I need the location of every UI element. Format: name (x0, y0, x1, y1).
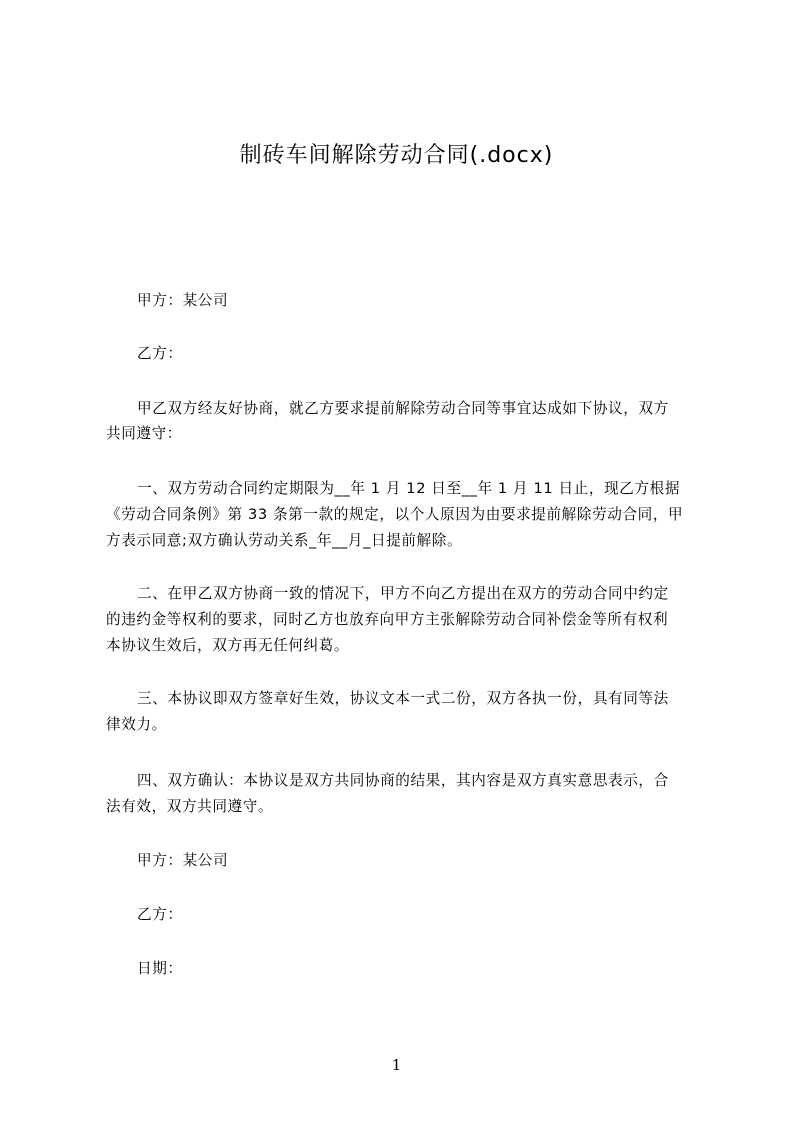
clause-3-line-1: 三、本协议即双方签章好生效，协议文本一式二份，双方各执一份，具有同等法 (137, 690, 669, 707)
clause-3-line-2: 律效力。 (106, 716, 167, 733)
intro-paragraph-line-2: 共同遵守： (106, 425, 182, 442)
clause-2-line-1: 二、在甲乙双方协商一致的情况下，甲方不向乙方提出在双方的劳动合同中约定 (137, 585, 669, 602)
signature-date: 日期： (137, 960, 183, 977)
clause-1-line-2: 《劳动合同条例》第 33 条第一款的规定，以个人原因为由要求提前解除劳动合同，甲 (106, 506, 684, 523)
signature-party-a: 甲方：某公司 (137, 852, 229, 869)
party-b-line: 乙方： (137, 345, 183, 362)
clause-1-line-3: 方表示同意;双方确认劳动关系_年__月_日提前解除。 (106, 532, 463, 549)
document-title: 制砖车间解除劳动合同(.docx) (239, 143, 554, 168)
clause-4-line-2: 法有效，双方共同遵守。 (106, 798, 274, 815)
clause-2-line-2: 的违约金等权利的要求，同时乙方也放弃向甲方主张解除劳动合同补偿金等所有权利 (106, 611, 669, 628)
page-number: 1 (391, 1056, 402, 1074)
clause-2-line-3: 本协议生效后，双方再无任何纠葛。 (106, 637, 350, 654)
clause-4-line-1: 四、双方确认：本协议是双方共同协商的结果，其内容是双方真实意思表示，合 (137, 772, 669, 789)
intro-paragraph-line-1: 甲乙双方经友好协商，就乙方要求提前解除劳动合同等事宜达成如下协议，双方 (137, 400, 669, 417)
party-a-line: 甲方：某公司 (137, 292, 229, 309)
signature-party-b: 乙方： (137, 906, 183, 923)
clause-1-line-1: 一、双方劳动合同约定期限为__年 1 月 12 日至__年 1 月 11 日止，现乙方根据 (137, 480, 681, 497)
